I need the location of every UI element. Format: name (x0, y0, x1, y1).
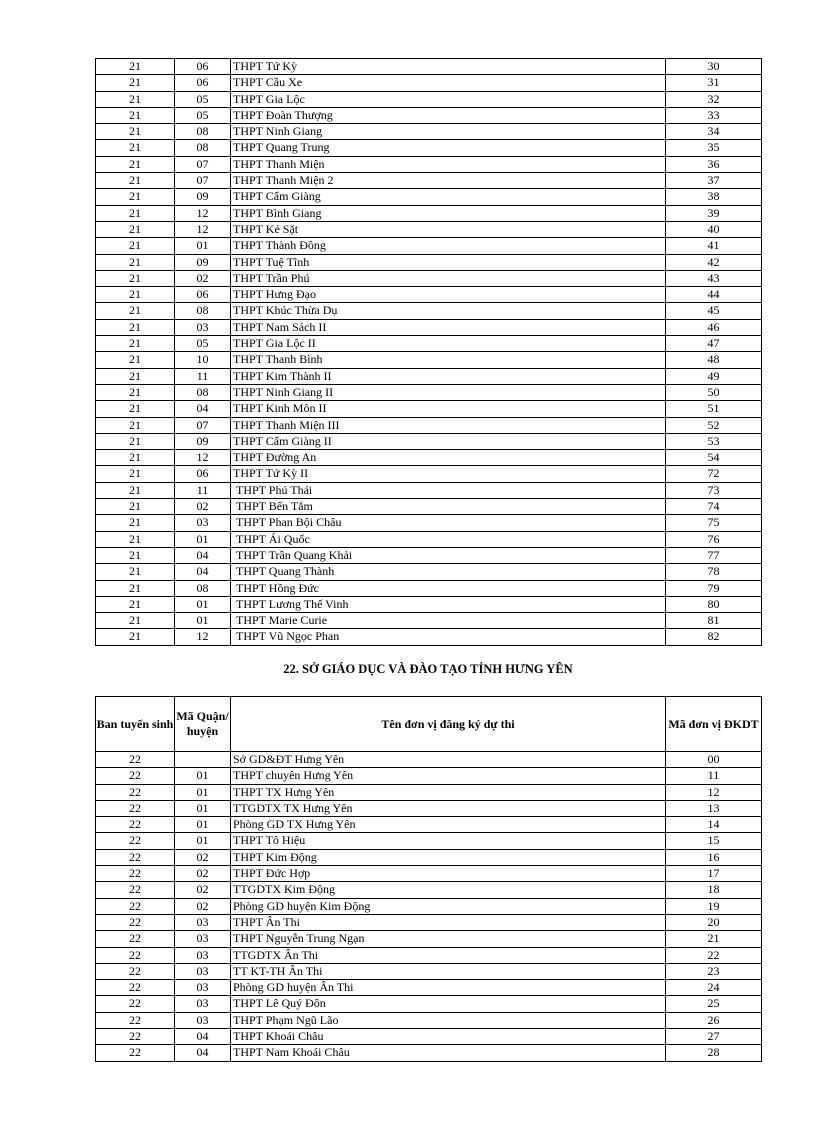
ten-don-vi-cell: THPT Thanh Miện III (231, 417, 666, 433)
ban-tuyen-sinh-cell: 21 (96, 531, 175, 547)
ban-tuyen-sinh-cell: 22 (96, 752, 175, 768)
ten-don-vi-cell: THPT Phú Thái (231, 482, 666, 498)
table-row (96, 849, 762, 865)
ban-tuyen-sinh-cell: 21 (96, 140, 175, 156)
ban-tuyen-sinh-cell: 21 (96, 75, 175, 91)
ma-don-vi-cell: 51 (666, 401, 762, 417)
ma-don-vi-cell: 35 (666, 140, 762, 156)
ma-quan-huyen-cell: 01 (175, 800, 231, 816)
ma-don-vi-cell: 14 (666, 817, 762, 833)
ma-quan-huyen-cell: 04 (175, 1045, 231, 1061)
ma-quan-huyen-cell: 12 (175, 221, 231, 237)
ma-don-vi-cell: 77 (666, 547, 762, 563)
table-row (96, 629, 762, 645)
ban-tuyen-sinh-cell: 21 (96, 596, 175, 612)
table-row (96, 368, 762, 384)
ban-tuyen-sinh-cell: 21 (96, 91, 175, 107)
schools-table-21 (95, 58, 762, 646)
table-row (96, 156, 762, 172)
ma-quan-huyen-cell: 05 (175, 107, 231, 123)
ban-tuyen-sinh-cell: 21 (96, 303, 175, 319)
table-row (96, 401, 762, 417)
ma-don-vi-cell: 76 (666, 531, 762, 547)
ma-don-vi-cell: 12 (666, 784, 762, 800)
ten-don-vi-cell: THPT Bến Tắm (231, 499, 666, 515)
ma-quan-huyen-cell: 03 (175, 931, 231, 947)
table-row (96, 947, 762, 963)
ten-don-vi-cell: THPT Kẻ Sặt (231, 221, 666, 237)
table-row (96, 91, 762, 107)
ma-quan-huyen-cell: 07 (175, 156, 231, 172)
ten-don-vi-cell: THPT Ninh Giang (231, 124, 666, 140)
ten-don-vi-cell: THPT Hồng Đức (231, 580, 666, 596)
ma-don-vi-cell: 44 (666, 287, 762, 303)
table-row (96, 833, 762, 849)
table-row (96, 963, 762, 979)
ban-tuyen-sinh-cell: 21 (96, 547, 175, 563)
ma-don-vi-cell: 75 (666, 515, 762, 531)
ma-don-vi-cell: 49 (666, 368, 762, 384)
table-row (96, 450, 762, 466)
ban-tuyen-sinh-cell: 21 (96, 107, 175, 123)
ma-quan-huyen-cell: 03 (175, 947, 231, 963)
ma-don-vi-cell: 32 (666, 91, 762, 107)
ma-quan-huyen-cell: 07 (175, 173, 231, 189)
table-row (96, 784, 762, 800)
ma-don-vi-cell: 72 (666, 466, 762, 482)
ten-don-vi-cell: THPT Kim Động (231, 849, 666, 865)
ten-don-vi-cell: THPT Kinh Môn II (231, 401, 666, 417)
table-row (96, 613, 762, 629)
ban-tuyen-sinh-cell: 21 (96, 205, 175, 221)
ma-quan-huyen-cell: 02 (175, 882, 231, 898)
ten-don-vi-cell: THPT TX Hưng Yên (231, 784, 666, 800)
table-row (96, 466, 762, 482)
ma-don-vi-cell: 22 (666, 947, 762, 963)
ma-quan-huyen-cell: 08 (175, 140, 231, 156)
ma-quan-huyen-cell: 03 (175, 515, 231, 531)
table-row (96, 898, 762, 914)
ma-don-vi-cell: 43 (666, 270, 762, 286)
ma-don-vi-cell: 48 (666, 352, 762, 368)
header-ma-quan-huyen: Mã Quận/ huyện (175, 697, 231, 752)
ma-don-vi-cell: 78 (666, 564, 762, 580)
table-row (96, 173, 762, 189)
ban-tuyen-sinh-cell: 22 (96, 963, 175, 979)
ban-tuyen-sinh-cell: 21 (96, 352, 175, 368)
ma-quan-huyen-cell: 09 (175, 189, 231, 205)
ten-don-vi-cell: THPT Thanh Bình (231, 352, 666, 368)
ban-tuyen-sinh-cell: 22 (96, 817, 175, 833)
ten-don-vi-cell: Sở GD&ĐT Hưng Yên (231, 752, 666, 768)
ma-quan-huyen-cell: 01 (175, 613, 231, 629)
table-row (96, 417, 762, 433)
ma-quan-huyen-cell: 08 (175, 303, 231, 319)
ma-don-vi-cell: 42 (666, 254, 762, 270)
ma-don-vi-cell: 79 (666, 580, 762, 596)
ban-tuyen-sinh-cell: 22 (96, 800, 175, 816)
header-row (96, 697, 762, 752)
ma-don-vi-cell: 47 (666, 336, 762, 352)
ma-don-vi-cell: 41 (666, 238, 762, 254)
ten-don-vi-cell: THPT Cẩm Giàng II (231, 433, 666, 449)
ban-tuyen-sinh-cell: 21 (96, 580, 175, 596)
ten-don-vi-cell: THPT Bình Giang (231, 205, 666, 221)
ban-tuyen-sinh-cell: 22 (96, 833, 175, 849)
ten-don-vi-cell: THPT Đoàn Thượng (231, 107, 666, 123)
schools-table-21-body (96, 59, 762, 646)
ten-don-vi-cell: TTGDTX Ân Thi (231, 947, 666, 963)
ten-don-vi-cell: THPT Trần Quang Khải (231, 547, 666, 563)
ten-don-vi-cell: THPT Phạm Ngũ Lão (231, 1012, 666, 1028)
ban-tuyen-sinh-cell: 21 (96, 629, 175, 645)
ma-quan-huyen-cell: 03 (175, 996, 231, 1012)
header-ban-tuyen-sinh: Ban tuyển sinh (96, 697, 175, 752)
table-row (96, 433, 762, 449)
ma-don-vi-cell: 28 (666, 1045, 762, 1061)
ma-quan-huyen-cell: 06 (175, 287, 231, 303)
ban-tuyen-sinh-cell: 22 (96, 947, 175, 963)
ten-don-vi-cell: THPT Vũ Ngọc Phan (231, 629, 666, 645)
ten-don-vi-cell: THPT Trần Phú (231, 270, 666, 286)
ban-tuyen-sinh-cell: 22 (96, 1045, 175, 1061)
ma-quan-huyen-cell: 01 (175, 596, 231, 612)
table-row (96, 221, 762, 237)
ma-don-vi-cell: 21 (666, 931, 762, 947)
ten-don-vi-cell: THPT Gia Lộc II (231, 336, 666, 352)
ten-don-vi-cell: TT KT-TH Ân Thi (231, 963, 666, 979)
ten-don-vi-cell: THPT Ái Quốc (231, 531, 666, 547)
ma-quan-huyen-cell: 02 (175, 866, 231, 882)
ma-quan-huyen-cell: 06 (175, 59, 231, 75)
ten-don-vi-cell: TTGDTX TX Hưng Yên (231, 800, 666, 816)
ma-quan-huyen-cell: 04 (175, 1029, 231, 1045)
ban-tuyen-sinh-cell: 21 (96, 270, 175, 286)
ma-quan-huyen-cell: 05 (175, 336, 231, 352)
ma-don-vi-cell: 23 (666, 963, 762, 979)
ma-don-vi-cell: 24 (666, 980, 762, 996)
ten-don-vi-cell: THPT Tô Hiệu (231, 833, 666, 849)
ma-don-vi-cell: 80 (666, 596, 762, 612)
ban-tuyen-sinh-cell: 21 (96, 401, 175, 417)
ma-quan-huyen-cell: 12 (175, 205, 231, 221)
table-row (96, 996, 762, 1012)
ban-tuyen-sinh-cell: 22 (96, 1012, 175, 1028)
table-row (96, 254, 762, 270)
ma-quan-huyen-cell: 01 (175, 238, 231, 254)
ma-quan-huyen-cell: 11 (175, 482, 231, 498)
ban-tuyen-sinh-cell: 21 (96, 189, 175, 205)
table-row (96, 1045, 762, 1061)
ten-don-vi-cell: THPT Lê Quý Đôn (231, 996, 666, 1012)
ten-don-vi-cell: THPT Ân Thi (231, 914, 666, 930)
ma-quan-huyen-cell: 10 (175, 352, 231, 368)
ma-quan-huyen-cell: 01 (175, 768, 231, 784)
ban-tuyen-sinh-cell: 21 (96, 564, 175, 580)
ma-don-vi-cell: 11 (666, 768, 762, 784)
ma-quan-huyen-cell: 11 (175, 368, 231, 384)
table-row (96, 531, 762, 547)
ten-don-vi-cell: TTGDTX Kim Động (231, 882, 666, 898)
ten-don-vi-cell: THPT Quang Thành (231, 564, 666, 580)
ma-don-vi-cell: 25 (666, 996, 762, 1012)
ma-don-vi-cell: 37 (666, 173, 762, 189)
ban-tuyen-sinh-cell: 22 (96, 931, 175, 947)
ban-tuyen-sinh-cell: 21 (96, 613, 175, 629)
ma-don-vi-cell: 38 (666, 189, 762, 205)
ma-quan-huyen-cell: 08 (175, 580, 231, 596)
ban-tuyen-sinh-cell: 22 (96, 980, 175, 996)
ban-tuyen-sinh-cell: 21 (96, 59, 175, 75)
ban-tuyen-sinh-cell: 22 (96, 768, 175, 784)
ten-don-vi-cell: THPT Nguyễn Trung Ngạn (231, 931, 666, 947)
ban-tuyen-sinh-cell: 21 (96, 156, 175, 172)
ten-don-vi-cell: THPT Khúc Thừa Dụ (231, 303, 666, 319)
ma-quan-huyen-cell: 03 (175, 914, 231, 930)
ten-don-vi-cell: THPT Quang Trung (231, 140, 666, 156)
ban-tuyen-sinh-cell: 21 (96, 515, 175, 531)
ban-tuyen-sinh-cell: 21 (96, 124, 175, 140)
table-row (96, 124, 762, 140)
ma-quan-huyen-cell: 01 (175, 817, 231, 833)
header-ten-don-vi: Tên đơn vị đăng ký dự thi (231, 697, 666, 752)
table-row (96, 882, 762, 898)
ma-don-vi-cell: 18 (666, 882, 762, 898)
ten-don-vi-cell: THPT Nam Sách II (231, 319, 666, 335)
ban-tuyen-sinh-cell: 21 (96, 433, 175, 449)
ma-quan-huyen-cell: 09 (175, 433, 231, 449)
ten-don-vi-cell: THPT Gia Lộc (231, 91, 666, 107)
ma-quan-huyen-cell: 04 (175, 547, 231, 563)
ma-don-vi-cell: 82 (666, 629, 762, 645)
ban-tuyen-sinh-cell: 21 (96, 384, 175, 400)
table-row (96, 914, 762, 930)
ma-quan-huyen-cell: 08 (175, 384, 231, 400)
ten-don-vi-cell: THPT chuyên Hưng Yên (231, 768, 666, 784)
table-row (96, 596, 762, 612)
ten-don-vi-cell: Phòng GD huyện Kim Động (231, 898, 666, 914)
ma-don-vi-cell: 34 (666, 124, 762, 140)
table-row (96, 1012, 762, 1028)
ma-quan-huyen-cell: 05 (175, 91, 231, 107)
table-row (96, 580, 762, 596)
ma-quan-huyen-cell: 06 (175, 466, 231, 482)
ma-quan-huyen-cell: 03 (175, 963, 231, 979)
ten-don-vi-cell: THPT Khoái Châu (231, 1029, 666, 1045)
ten-don-vi-cell: THPT Đức Hợp (231, 866, 666, 882)
table-row (96, 931, 762, 947)
ten-don-vi-cell: THPT Tứ Kỳ (231, 59, 666, 75)
ma-don-vi-cell: 46 (666, 319, 762, 335)
ma-don-vi-cell: 39 (666, 205, 762, 221)
ban-tuyen-sinh-cell: 21 (96, 336, 175, 352)
ten-don-vi-cell: THPT Đường An (231, 450, 666, 466)
table-row (96, 319, 762, 335)
ten-don-vi-cell: THPT Ninh Giang II (231, 384, 666, 400)
ten-don-vi-cell: THPT Nam Khoái Châu (231, 1045, 666, 1061)
ma-don-vi-cell: 45 (666, 303, 762, 319)
ma-don-vi-cell: 27 (666, 1029, 762, 1045)
ma-don-vi-cell: 73 (666, 482, 762, 498)
ban-tuyen-sinh-cell: 21 (96, 287, 175, 303)
table-row (96, 515, 762, 531)
ma-quan-huyen-cell: 09 (175, 254, 231, 270)
ma-don-vi-cell: 33 (666, 107, 762, 123)
table-row (96, 768, 762, 784)
table-row (96, 189, 762, 205)
ma-quan-huyen-cell: 02 (175, 270, 231, 286)
ten-don-vi-cell: THPT Thanh Miện 2 (231, 173, 666, 189)
ma-quan-huyen-cell: 02 (175, 849, 231, 865)
ma-quan-huyen-cell: 12 (175, 450, 231, 466)
ban-tuyen-sinh-cell: 22 (96, 882, 175, 898)
table-row (96, 817, 762, 833)
header-ma-don-vi: Mã đơn vị ĐKDT (666, 697, 762, 752)
ma-don-vi-cell: 13 (666, 800, 762, 816)
ban-tuyen-sinh-cell: 21 (96, 319, 175, 335)
ma-don-vi-cell: 74 (666, 499, 762, 515)
ten-don-vi-cell: THPT Hưng Đạo (231, 287, 666, 303)
table-row (96, 384, 762, 400)
ten-don-vi-cell: THPT Thanh Miện (231, 156, 666, 172)
table-row (96, 482, 762, 498)
ten-don-vi-cell: THPT Cẩm Giàng (231, 189, 666, 205)
ten-don-vi-cell: THPT Phan Bội Châu (231, 515, 666, 531)
table-row (96, 547, 762, 563)
table-row (96, 75, 762, 91)
ma-quan-huyen-cell: 03 (175, 980, 231, 996)
ma-quan-huyen-cell: 03 (175, 319, 231, 335)
table-row (96, 238, 762, 254)
ma-quan-huyen-cell: 08 (175, 124, 231, 140)
table-row (96, 287, 762, 303)
table-row (96, 1029, 762, 1045)
ban-tuyen-sinh-cell: 22 (96, 898, 175, 914)
ban-tuyen-sinh-cell: 21 (96, 466, 175, 482)
ma-don-vi-cell: 15 (666, 833, 762, 849)
ma-don-vi-cell: 31 (666, 75, 762, 91)
ma-quan-huyen-cell: 06 (175, 75, 231, 91)
ten-don-vi-cell: THPT Thành Đông (231, 238, 666, 254)
table-row (96, 270, 762, 286)
ban-tuyen-sinh-cell: 21 (96, 450, 175, 466)
ma-don-vi-cell: 53 (666, 433, 762, 449)
ma-quan-huyen-cell: 01 (175, 833, 231, 849)
table-row (96, 303, 762, 319)
schools-table-22-body (96, 752, 762, 1062)
ma-don-vi-cell: 36 (666, 156, 762, 172)
ma-don-vi-cell: 40 (666, 221, 762, 237)
table-row (96, 107, 762, 123)
table-row (96, 352, 762, 368)
ma-quan-huyen-cell: 07 (175, 417, 231, 433)
ten-don-vi-cell: THPT Tuệ Tĩnh (231, 254, 666, 270)
ma-don-vi-cell: 52 (666, 417, 762, 433)
schools-table-22 (95, 696, 762, 1062)
ban-tuyen-sinh-cell: 22 (96, 996, 175, 1012)
ban-tuyen-sinh-cell: 21 (96, 173, 175, 189)
table-row (96, 59, 762, 75)
ban-tuyen-sinh-cell: 21 (96, 482, 175, 498)
ma-don-vi-cell: 20 (666, 914, 762, 930)
ban-tuyen-sinh-cell: 22 (96, 784, 175, 800)
table-row (96, 752, 762, 768)
ma-don-vi-cell: 54 (666, 450, 762, 466)
table-row (96, 336, 762, 352)
ban-tuyen-sinh-cell: 21 (96, 417, 175, 433)
ban-tuyen-sinh-cell: 21 (96, 254, 175, 270)
ma-quan-huyen-cell: 02 (175, 898, 231, 914)
ma-quan-huyen-cell: 02 (175, 499, 231, 515)
ten-don-vi-cell: Phòng GD TX Hưng Yên (231, 817, 666, 833)
ma-don-vi-cell: 17 (666, 866, 762, 882)
table-row (96, 866, 762, 882)
ma-don-vi-cell: 26 (666, 1012, 762, 1028)
ban-tuyen-sinh-cell: 21 (96, 221, 175, 237)
ten-don-vi-cell: THPT Marie Curie (231, 613, 666, 629)
table-row (96, 800, 762, 816)
ma-don-vi-cell: 19 (666, 898, 762, 914)
ma-quan-huyen-cell: 04 (175, 401, 231, 417)
ban-tuyen-sinh-cell: 21 (96, 368, 175, 384)
ban-tuyen-sinh-cell: 22 (96, 866, 175, 882)
table-row (96, 140, 762, 156)
ma-quan-huyen-cell: 12 (175, 629, 231, 645)
ma-quan-huyen-cell: 01 (175, 531, 231, 547)
ban-tuyen-sinh-cell: 22 (96, 849, 175, 865)
table-row (96, 205, 762, 221)
ban-tuyen-sinh-cell: 22 (96, 1029, 175, 1045)
ma-don-vi-cell: 81 (666, 613, 762, 629)
ma-quan-huyen-cell: 01 (175, 784, 231, 800)
ma-quan-huyen-cell: 04 (175, 564, 231, 580)
ban-tuyen-sinh-cell: 21 (96, 499, 175, 515)
ten-don-vi-cell: Phòng GD huyện Ân Thi (231, 980, 666, 996)
ma-don-vi-cell: 30 (666, 59, 762, 75)
ten-don-vi-cell: THPT Tứ Kỳ II (231, 466, 666, 482)
section-heading: 22. SỞ GIÁO DỤC VÀ ĐÀO TẠO TỈNH HƯNG YÊN (283, 662, 573, 676)
ban-tuyen-sinh-cell: 21 (96, 238, 175, 254)
table-row (96, 980, 762, 996)
ten-don-vi-cell: THPT Lương Thế Vinh (231, 596, 666, 612)
ten-don-vi-cell: THPT Kim Thành II (231, 368, 666, 384)
table-row (96, 564, 762, 580)
ma-quan-huyen-cell (175, 752, 231, 768)
ma-quan-huyen-cell: 03 (175, 1012, 231, 1028)
ban-tuyen-sinh-cell: 22 (96, 914, 175, 930)
ma-don-vi-cell: 00 (666, 752, 762, 768)
table-row (96, 499, 762, 515)
ten-don-vi-cell: THPT Cầu Xe (231, 75, 666, 91)
ma-don-vi-cell: 50 (666, 384, 762, 400)
ma-don-vi-cell: 16 (666, 849, 762, 865)
